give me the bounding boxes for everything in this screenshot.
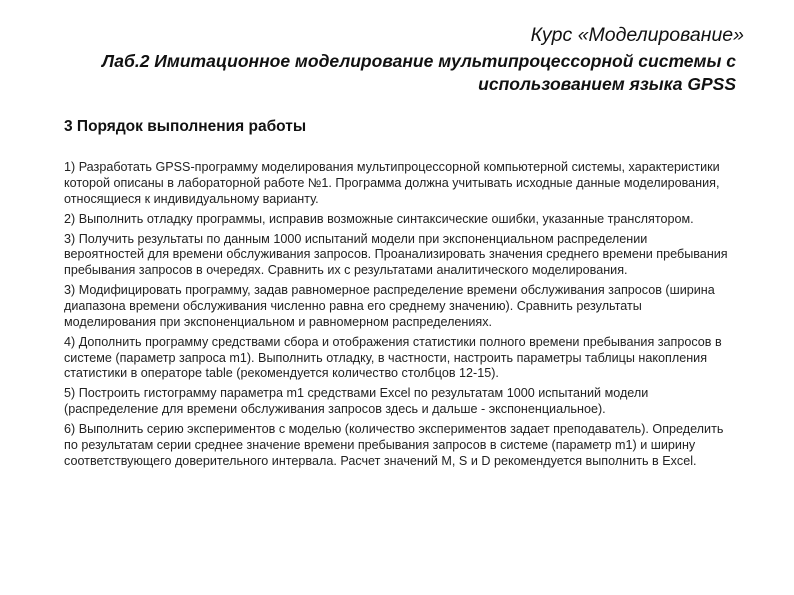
- task-item-4: 3) Модифицировать программу, задав равномерное распределение времени обслуживания запросов (ширина диапазона времени обслуживания численно равна его среднему значению). Сравнить результаты моделирования при экспоненциальном и равномерном распределениях.: [64, 283, 715, 329]
- task-item-3: 3) Получить результаты по данным 1000 испытаний модели при экспоненциальном распределении вероятностей для времени обслуживания запросов. Проанализировать значения среднего времени пребывания пребывания запросов в очередях. Сравнить их с результатами аналитического моделирования.: [64, 231, 728, 278]
- lab-title: Лаб.2 Имитационное моделирование мультипроцессорной системы с использованием языка GPSS: [102, 51, 736, 94]
- course-title: Курс «Моделирование»: [530, 24, 744, 46]
- task-list: [64, 160, 728, 474]
- task-item-7: 6) Выполнить серию экспериментов с моделью (количество экспериментов задает преподаватель). Определить по результатам серии среднее значение времени пребывания запросов в системе (параметр m1) и ширину соответствующего доверительного интервала. Расчет значений M, S и D рекомендуется выполнить в Excel.: [64, 422, 724, 468]
- task-item-6: 5) Построить гистограмму параметра m1 средствами Excel по результатам 1000 испытаний модели (распределение для времени обслуживания запросов здесь и дальше - экспоненциальное).: [64, 386, 649, 417]
- section-title: 3 Порядок выполнения работы: [64, 118, 307, 135]
- task-item-5: 4) Дополнить программу средствами сбора и отображения статистики полного времени пребывания запросов в системе (параметр запроса m1). Выполнить отладку, в частности, настроить параметры таблицы накопления статистики в операторе table (рекомендуется количество столбцов 12-15).: [64, 334, 722, 381]
- task-item-1: 1) Разработать GPSS-программу моделирования мультипроцессорной компьютерной системы, характеристики которой описаны в лабораторной работе №1. Программа должна учитывать исходные данные моделирования, относящиеся к индивидуальному варианту.: [64, 160, 720, 206]
- task-item-2: 2) Выполнить отладку программы, исправив возможные синтаксические ошибки, указанные транслятором.: [64, 211, 694, 226]
